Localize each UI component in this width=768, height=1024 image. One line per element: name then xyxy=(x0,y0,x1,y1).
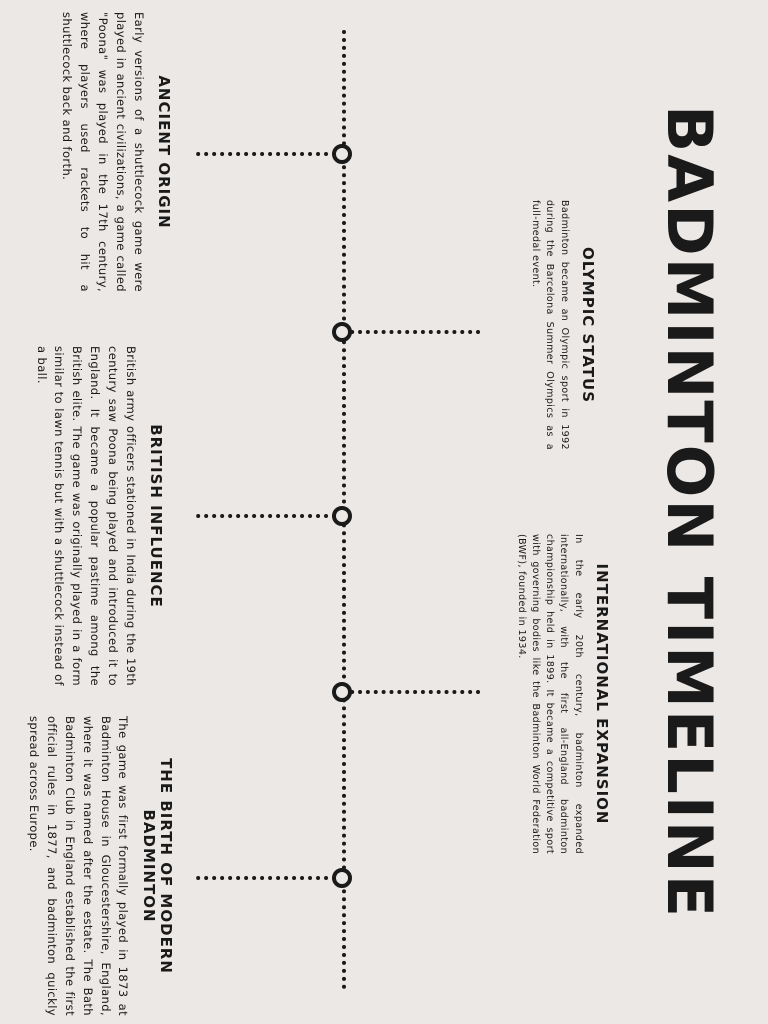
page-title: BADMINTON TIMELINE xyxy=(653,104,726,920)
connector-olympic-status xyxy=(350,330,480,334)
event-ancient-origin xyxy=(58,12,172,292)
event-text: In the early 20th century, badminton expanded internationally, with the first all-England badminton championship held in 1899. It became a competitive sport with governing bodies like the Badminton World Federation (BWF), founded in 1934. xyxy=(515,534,584,854)
event-heading: OLYMPIC STATUS xyxy=(579,246,597,404)
event-heading: ANCIENT ORIGIN xyxy=(155,75,173,229)
connector-birth-of-modern-badminton xyxy=(196,876,336,880)
event-heading: THE BIRTH OF MODERN BADMINTON xyxy=(139,758,175,974)
timeline-node-british-influence xyxy=(332,506,352,526)
connector-british-influence xyxy=(196,514,336,518)
event-heading: INTERNATIONAL EXPANSION xyxy=(593,563,611,825)
event-birth-of-modern-badminton xyxy=(25,716,174,1016)
event-heading: BRITISH INFLUENCE xyxy=(147,424,165,608)
event-text: The game was first formally played in 1873 at Badminton House in Gloucestershire, England, where it was named after the estate. The Bath Badminton Club in England established the first official rules in 1877, and badminton quickly spread across Europe. xyxy=(27,716,131,1016)
event-olympic-status xyxy=(528,200,596,450)
timeline-node-ancient-origin xyxy=(332,144,352,164)
timeline-node-olympic-status xyxy=(332,322,352,342)
connector-international-expansion xyxy=(350,690,480,694)
event-text: British army officers stationed in India during the 19th century saw Poona being played and introduced it to England. It became a popular pastime among the British elite. The game was originally played in a form similar to lawn tennis but with a shuttlecock instead of a ball. xyxy=(34,346,138,686)
event-text: Early versions of a shuttlecock game were played in ancient civilizations, a game called "Poona" was played in the 17th century, where players used rackets to hit a shuttlecock back and forth. xyxy=(60,12,146,292)
connector-ancient-origin xyxy=(196,152,336,156)
event-british-influence xyxy=(32,346,164,686)
event-text: Badminton became an Olympic sport in 1992 during the Barcelona Summer Olympics as a full-medal event. xyxy=(530,200,570,450)
timeline-node-international-expansion xyxy=(332,682,352,702)
event-international-expansion xyxy=(514,534,611,854)
timeline-node-birth-of-modern-badminton xyxy=(332,868,352,888)
